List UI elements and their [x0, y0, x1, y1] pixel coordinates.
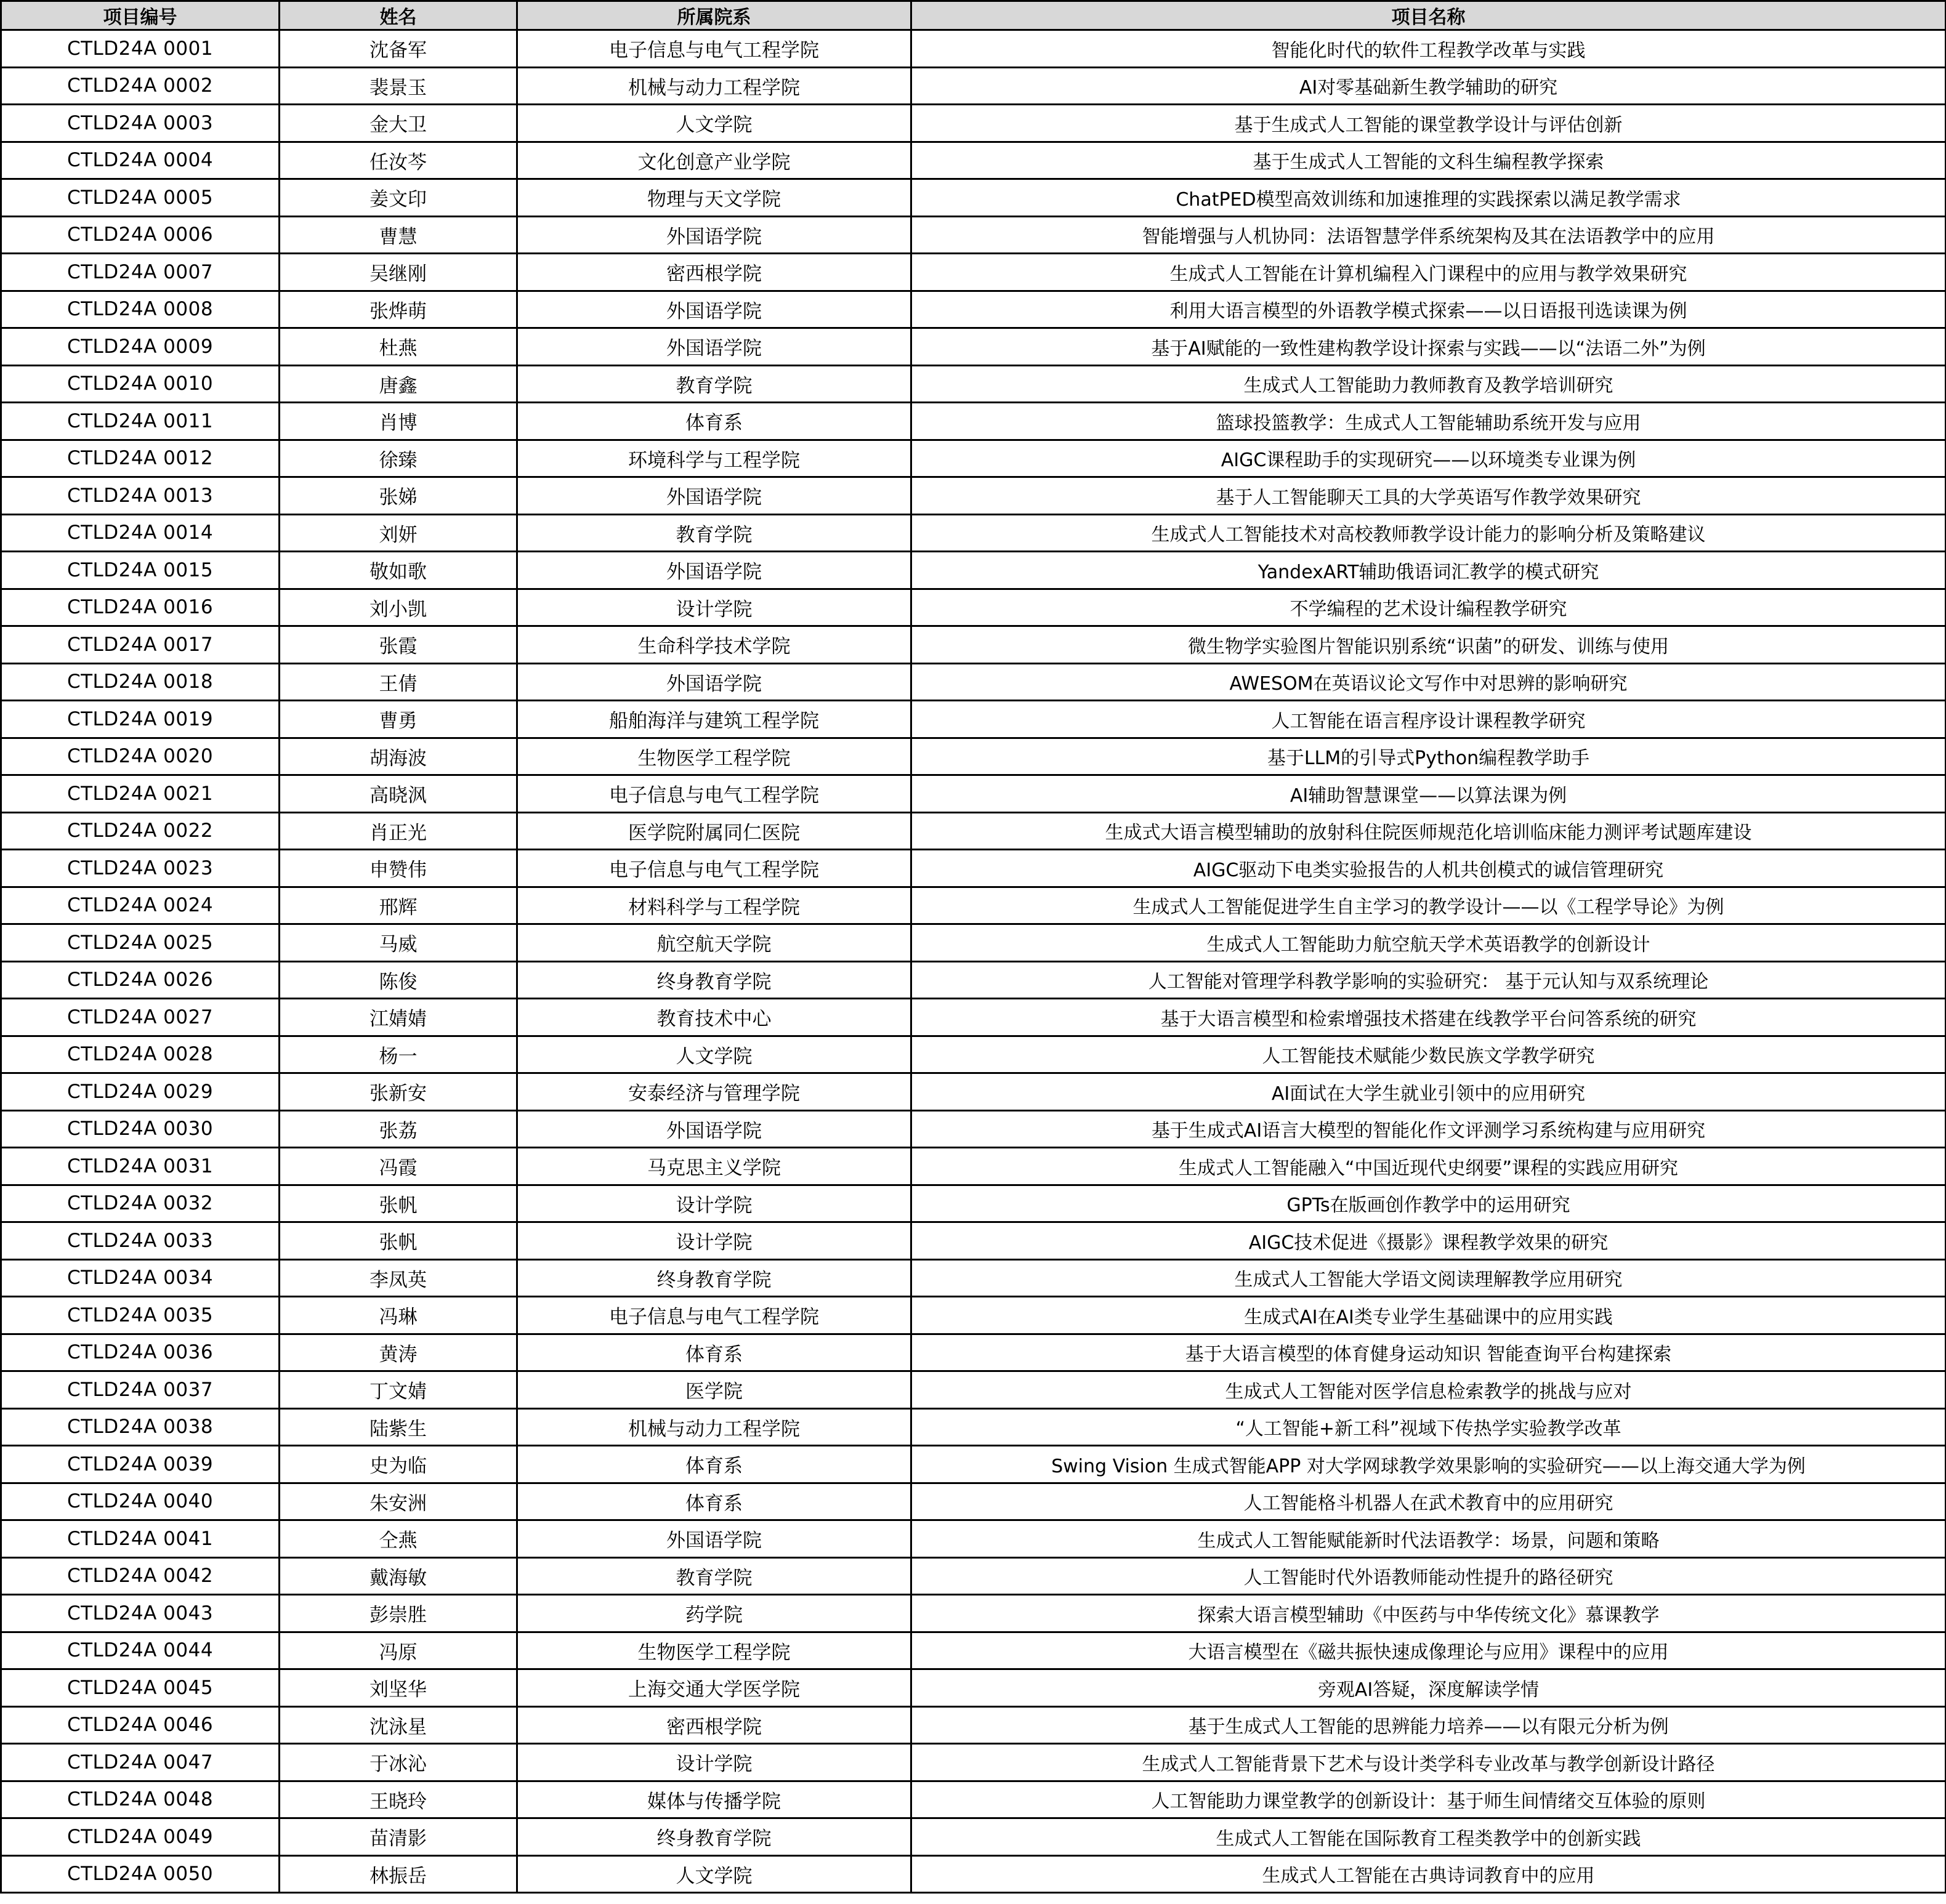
table-row	[1, 1557, 1946, 1595]
cell-name: 陈俊	[280, 961, 517, 999]
cell-department: 终身教育学院	[517, 1259, 911, 1297]
cell-department: 外国语学院	[517, 1110, 911, 1148]
table-row	[1, 1744, 1946, 1781]
cell-name: 邢辉	[280, 887, 517, 924]
cell-project-title: “人工智能+新工科”视域下传热学实验教学改革	[911, 1408, 1946, 1446]
table-row	[1, 67, 1946, 105]
table-row	[1, 1706, 1946, 1744]
table-row	[1, 1297, 1946, 1334]
cell-project-id: CTLD24A 0027	[1, 999, 280, 1036]
cell-project-title: 生成式人工智能助力教师教育及教学培训研究	[911, 365, 1946, 403]
cell-project-id: CTLD24A 0046	[1, 1706, 280, 1744]
cell-project-id: CTLD24A 0012	[1, 440, 280, 477]
cell-project-title: 基于生成式AI语言大模型的智能化作文评测学习系统构建与应用研究	[911, 1110, 1946, 1148]
cell-project-title: 篮球投篮教学：生成式人工智能辅助系统开发与应用	[911, 403, 1946, 440]
cell-name: 金大卫	[280, 105, 517, 142]
table-row	[1, 1446, 1946, 1483]
table-row	[1, 589, 1946, 626]
cell-project-id: CTLD24A 0013	[1, 477, 280, 515]
table-row	[1, 216, 1946, 254]
table-row	[1, 1520, 1946, 1558]
cell-department: 外国语学院	[517, 291, 911, 328]
cell-project-title: AI对零基础新生教学辅助的研究	[911, 67, 1946, 105]
cell-name: 刘妍	[280, 514, 517, 552]
cell-name: 王晓玲	[280, 1781, 517, 1818]
cell-project-title: 生成式人工智能促进学生自主学习的教学设计——以《工程学导论》为例	[911, 887, 1946, 924]
cell-department: 外国语学院	[517, 477, 911, 515]
cell-project-title: 生成式人工智能助力航空航天学术英语教学的创新设计	[911, 924, 1946, 962]
cell-project-title: 基于生成式人工智能的思辨能力培养——以有限元分析为例	[911, 1706, 1946, 1744]
cell-department: 体育系	[517, 1446, 911, 1483]
cell-project-title: AI面试在大学生就业引领中的应用研究	[911, 1073, 1946, 1111]
cell-department: 密西根学院	[517, 254, 911, 291]
cell-project-id: CTLD24A 0034	[1, 1259, 280, 1297]
cell-department: 机械与动力工程学院	[517, 1408, 911, 1446]
cell-project-title: 生成式人工智能背景下艺术与设计类学科专业改革与教学创新设计路径	[911, 1744, 1946, 1781]
cell-name: 刘小凯	[280, 589, 517, 626]
table-row	[1, 1148, 1946, 1185]
cell-department: 终身教育学院	[517, 961, 911, 999]
cell-project-id: CTLD24A 0004	[1, 142, 280, 179]
table-row	[1, 291, 1946, 328]
table-row	[1, 254, 1946, 291]
cell-department: 机械与动力工程学院	[517, 67, 911, 105]
table-row	[1, 440, 1946, 477]
cell-name: 姜文印	[280, 179, 517, 217]
table-row	[1, 514, 1946, 552]
cell-project-title: 基于人工智能聊天工具的大学英语写作教学效果研究	[911, 477, 1946, 515]
table-row	[1, 1483, 1946, 1520]
table-row	[1, 1855, 1946, 1893]
cell-project-title: 智能化时代的软件工程教学改革与实践	[911, 30, 1946, 68]
cell-project-title: 生成式AI在AI类专业学生基础课中的应用实践	[911, 1297, 1946, 1334]
table-row	[1, 626, 1946, 664]
cell-name: 彭崇胜	[280, 1595, 517, 1632]
cell-name: 丁文婧	[280, 1371, 517, 1409]
cell-project-title: 生成式人工智能大学语文阅读理解教学应用研究	[911, 1259, 1946, 1297]
cell-name: 杜燕	[280, 328, 517, 366]
cell-department: 文化创意产业学院	[517, 142, 911, 179]
cell-department: 生命科学技术学院	[517, 626, 911, 664]
cell-department: 体育系	[517, 403, 911, 440]
table-row	[1, 1222, 1946, 1260]
cell-department: 媒体与传播学院	[517, 1781, 911, 1818]
table-row	[1, 1110, 1946, 1148]
table-header	[1, 1, 1946, 30]
cell-project-id: CTLD24A 0028	[1, 1036, 280, 1073]
cell-department: 密西根学院	[517, 1706, 911, 1744]
table-row	[1, 1595, 1946, 1632]
table-row	[1, 30, 1946, 68]
cell-department: 体育系	[517, 1334, 911, 1371]
table-row	[1, 1185, 1946, 1222]
cell-project-title: 旁观AI答疑，深度解读学情	[911, 1669, 1946, 1707]
cell-project-title: 生成式人工智能融入“中国近现代史纲要”课程的实践应用研究	[911, 1148, 1946, 1185]
cell-project-id: CTLD24A 0040	[1, 1483, 280, 1520]
cell-name: 吴继刚	[280, 254, 517, 291]
cell-name: 沈备军	[280, 30, 517, 68]
cell-name: 仝燕	[280, 1520, 517, 1558]
header-project-title: 项目名称	[911, 1, 1946, 30]
cell-name: 胡海波	[280, 738, 517, 775]
cell-department: 体育系	[517, 1483, 911, 1520]
cell-project-id: CTLD24A 0005	[1, 179, 280, 217]
table-row	[1, 999, 1946, 1036]
cell-project-id: CTLD24A 0019	[1, 701, 280, 738]
cell-project-title: GPTs在版画创作教学中的运用研究	[911, 1185, 1946, 1222]
cell-project-id: CTLD24A 0001	[1, 30, 280, 68]
cell-project-title: 生成式人工智能在古典诗词教育中的应用	[911, 1855, 1946, 1893]
cell-project-id: CTLD24A 0038	[1, 1408, 280, 1446]
cell-project-id: CTLD24A 0024	[1, 887, 280, 924]
cell-project-title: YandexART辅助俄语词汇教学的模式研究	[911, 552, 1946, 589]
cell-project-id: CTLD24A 0029	[1, 1073, 280, 1111]
cell-name: 史为临	[280, 1446, 517, 1483]
table-row	[1, 179, 1946, 217]
cell-project-title: 生成式人工智能赋能新时代法语教学：场景，问题和策略	[911, 1520, 1946, 1558]
cell-project-id: CTLD24A 0016	[1, 589, 280, 626]
cell-department: 医学院	[517, 1371, 911, 1409]
table-row	[1, 924, 1946, 962]
cell-name: 张帆	[280, 1185, 517, 1222]
cell-project-title: 利用大语言模型的外语教学模式探索——以日语报刊选读课为例	[911, 291, 1946, 328]
cell-department: 人文学院	[517, 1855, 911, 1893]
table-row	[1, 1036, 1946, 1073]
cell-project-title: 人工智能助力课堂教学的创新设计：基于师生间情绪交互体验的原则	[911, 1781, 1946, 1818]
cell-department: 外国语学院	[517, 663, 911, 701]
cell-name: 朱安洲	[280, 1483, 517, 1520]
cell-project-id: CTLD24A 0041	[1, 1520, 280, 1558]
cell-name: 任汝芩	[280, 142, 517, 179]
cell-project-id: CTLD24A 0030	[1, 1110, 280, 1148]
header-row	[1, 1, 1946, 30]
cell-project-title: 人工智能在语言程序设计课程教学研究	[911, 701, 1946, 738]
cell-project-title: AI辅助智慧课堂——以算法课为例	[911, 775, 1946, 813]
cell-department: 航空航天学院	[517, 924, 911, 962]
cell-department: 医学院附属同仁医院	[517, 812, 911, 850]
cell-project-title: 人工智能格斗机器人在武术教育中的应用研究	[911, 1483, 1946, 1520]
cell-name: 李凤英	[280, 1259, 517, 1297]
cell-department: 生物医学工程学院	[517, 1632, 911, 1669]
cell-project-id: CTLD24A 0048	[1, 1781, 280, 1818]
cell-name: 张荔	[280, 1110, 517, 1148]
cell-project-id: CTLD24A 0021	[1, 775, 280, 813]
cell-project-id: CTLD24A 0003	[1, 105, 280, 142]
cell-name: 冯琳	[280, 1297, 517, 1334]
table-row	[1, 552, 1946, 589]
cell-name: 苗清影	[280, 1818, 517, 1856]
cell-project-title: 生成式人工智能在计算机编程入门课程中的应用与教学效果研究	[911, 254, 1946, 291]
table-row	[1, 142, 1946, 179]
cell-project-title: 探索大语言模型辅助《中医药与中华传统文化》慕课教学	[911, 1595, 1946, 1632]
cell-project-id: CTLD24A 0033	[1, 1222, 280, 1260]
cell-name: 唐鑫	[280, 365, 517, 403]
cell-department: 设计学院	[517, 589, 911, 626]
cell-project-id: CTLD24A 0032	[1, 1185, 280, 1222]
cell-project-title: 生成式人工智能在国际教育工程类教学中的创新实践	[911, 1818, 1946, 1856]
cell-department: 材料科学与工程学院	[517, 887, 911, 924]
cell-project-title: 人工智能对管理学科教学影响的实验研究： 基于元认知与双系统理论	[911, 961, 1946, 999]
cell-department: 外国语学院	[517, 328, 911, 366]
cell-project-title: 智能增强与人机协同：法语智慧学伴系统架构及其在法语教学中的应用	[911, 216, 1946, 254]
cell-department: 环境科学与工程学院	[517, 440, 911, 477]
cell-name: 张霞	[280, 626, 517, 664]
cell-department: 电子信息与电气工程学院	[517, 1297, 911, 1334]
cell-project-id: CTLD24A 0039	[1, 1446, 280, 1483]
cell-department: 教育学院	[517, 1557, 911, 1595]
cell-project-id: CTLD24A 0006	[1, 216, 280, 254]
cell-name: 沈泳星	[280, 1706, 517, 1744]
cell-project-title: 生成式人工智能对医学信息检索教学的挑战与应对	[911, 1371, 1946, 1409]
cell-name: 徐臻	[280, 440, 517, 477]
table-row	[1, 663, 1946, 701]
header-project-id: 项目编号	[1, 1, 280, 30]
cell-project-title: 基于生成式人工智能的文科生编程教学探索	[911, 142, 1946, 179]
table-row	[1, 1669, 1946, 1707]
cell-project-id: CTLD24A 0043	[1, 1595, 280, 1632]
cell-department: 电子信息与电气工程学院	[517, 775, 911, 813]
cell-project-id: CTLD24A 0045	[1, 1669, 280, 1707]
cell-name: 冯原	[280, 1632, 517, 1669]
cell-name: 敬如歌	[280, 552, 517, 589]
cell-name: 杨一	[280, 1036, 517, 1073]
cell-project-title: 基于大语言模型的体育健身运动知识 智能查询平台构建探索	[911, 1334, 1946, 1371]
cell-name: 戴海敏	[280, 1557, 517, 1595]
cell-project-title: 人工智能技术赋能少数民族文学教学研究	[911, 1036, 1946, 1073]
cell-name: 于冰沁	[280, 1744, 517, 1781]
cell-name: 江婧婧	[280, 999, 517, 1036]
cell-project-id: CTLD24A 0036	[1, 1334, 280, 1371]
cell-name: 张烨萌	[280, 291, 517, 328]
table-row	[1, 775, 1946, 813]
cell-project-id: CTLD24A 0015	[1, 552, 280, 589]
cell-name: 曹慧	[280, 216, 517, 254]
cell-project-title: 基于大语言模型和检索增强技术搭建在线教学平台问答系统的研究	[911, 999, 1946, 1036]
table-row	[1, 850, 1946, 887]
table-row	[1, 1818, 1946, 1856]
table-row	[1, 477, 1946, 515]
cell-name: 肖博	[280, 403, 517, 440]
cell-name: 王倩	[280, 663, 517, 701]
cell-project-id: CTLD24A 0010	[1, 365, 280, 403]
cell-project-title: Swing Vision 生成式智能APP 对大学网球教学效果影响的实验研究——以上海交通大学为例	[911, 1446, 1946, 1483]
cell-project-title: 基于生成式人工智能的课堂教学设计与评估创新	[911, 105, 1946, 142]
cell-department: 外国语学院	[517, 552, 911, 589]
cell-department: 马克思主义学院	[517, 1148, 911, 1185]
cell-project-id: CTLD24A 0018	[1, 663, 280, 701]
table-row	[1, 738, 1946, 775]
table-row	[1, 812, 1946, 850]
table-row	[1, 365, 1946, 403]
cell-name: 张帆	[280, 1222, 517, 1260]
cell-project-id: CTLD24A 0017	[1, 626, 280, 664]
cell-department: 人文学院	[517, 1036, 911, 1073]
cell-project-title: 生成式人工智能技术对高校教师教学设计能力的影响分析及策略建议	[911, 514, 1946, 552]
cell-name: 张娣	[280, 477, 517, 515]
cell-project-id: CTLD24A 0008	[1, 291, 280, 328]
cell-department: 安泰经济与管理学院	[517, 1073, 911, 1111]
table-row	[1, 701, 1946, 738]
table-row	[1, 1259, 1946, 1297]
cell-name: 张新安	[280, 1073, 517, 1111]
cell-department: 教育技术中心	[517, 999, 911, 1036]
table-row	[1, 887, 1946, 924]
cell-project-id: CTLD24A 0047	[1, 1744, 280, 1781]
cell-department: 人文学院	[517, 105, 911, 142]
cell-name: 曹勇	[280, 701, 517, 738]
cell-project-title: 基于LLM的引导式Python编程教学助手	[911, 738, 1946, 775]
cell-project-title: AWESOM在英语议论文写作中对思辨的影响研究	[911, 663, 1946, 701]
table-row	[1, 328, 1946, 366]
cell-department: 外国语学院	[517, 1520, 911, 1558]
cell-project-id: CTLD24A 0025	[1, 924, 280, 962]
table-body	[1, 30, 1946, 1893]
cell-project-title: 基于AI赋能的一致性建构教学设计探索与实践——以“法语二外”为例	[911, 328, 1946, 366]
cell-department: 设计学院	[517, 1185, 911, 1222]
cell-name: 肖正光	[280, 812, 517, 850]
table-row	[1, 105, 1946, 142]
header-name: 姓名	[280, 1, 517, 30]
cell-name: 马威	[280, 924, 517, 962]
cell-department: 设计学院	[517, 1222, 911, 1260]
cell-department: 电子信息与电气工程学院	[517, 30, 911, 68]
cell-project-title: 不学编程的艺术设计编程教学研究	[911, 589, 1946, 626]
cell-project-id: CTLD24A 0009	[1, 328, 280, 366]
table-row	[1, 1781, 1946, 1818]
cell-project-title: 生成式大语言模型辅助的放射科住院医师规范化培训临床能力测评考试题库建设	[911, 812, 1946, 850]
cell-name: 陆紫生	[280, 1408, 517, 1446]
cell-project-title: 微生物学实验图片智能识别系统“识菌”的研发、训练与使用	[911, 626, 1946, 664]
table-row	[1, 1632, 1946, 1669]
cell-project-title: 人工智能时代外语教师能动性提升的路径研究	[911, 1557, 1946, 1595]
cell-department: 生物医学工程学院	[517, 738, 911, 775]
cell-project-title: AIGC驱动下电类实验报告的人机共创模式的诚信管理研究	[911, 850, 1946, 887]
cell-project-id: CTLD24A 0042	[1, 1557, 280, 1595]
cell-project-title: AIGC技术促进《摄影》课程教学效果的研究	[911, 1222, 1946, 1260]
cell-project-id: CTLD24A 0022	[1, 812, 280, 850]
cell-name: 林振岳	[280, 1855, 517, 1893]
cell-project-title: ChatPED模型高效训练和加速推理的实践探索以满足教学需求	[911, 179, 1946, 217]
cell-department: 教育学院	[517, 365, 911, 403]
cell-project-title: AIGC课程助手的实现研究——以环境类专业课为例	[911, 440, 1946, 477]
table-row	[1, 961, 1946, 999]
cell-department: 上海交通大学医学院	[517, 1669, 911, 1707]
cell-project-title: 大语言模型在《磁共振快速成像理论与应用》课程中的应用	[911, 1632, 1946, 1669]
cell-project-id: CTLD24A 0002	[1, 67, 280, 105]
cell-department: 教育学院	[517, 514, 911, 552]
cell-project-id: CTLD24A 0014	[1, 514, 280, 552]
cell-department: 物理与天文学院	[517, 179, 911, 217]
table-row	[1, 1408, 1946, 1446]
cell-department: 船舶海洋与建筑工程学院	[517, 701, 911, 738]
cell-project-id: CTLD24A 0007	[1, 254, 280, 291]
cell-name: 刘坚华	[280, 1669, 517, 1707]
cell-name: 裴景玉	[280, 67, 517, 105]
cell-project-id: CTLD24A 0026	[1, 961, 280, 999]
table-row	[1, 1334, 1946, 1371]
cell-department: 设计学院	[517, 1744, 911, 1781]
cell-project-id: CTLD24A 0050	[1, 1855, 280, 1893]
cell-name: 黄涛	[280, 1334, 517, 1371]
cell-project-id: CTLD24A 0031	[1, 1148, 280, 1185]
cell-project-id: CTLD24A 0020	[1, 738, 280, 775]
header-department: 所属院系	[517, 1, 911, 30]
cell-project-id: CTLD24A 0035	[1, 1297, 280, 1334]
cell-project-id: CTLD24A 0049	[1, 1818, 280, 1856]
table-row	[1, 1073, 1946, 1111]
cell-department: 外国语学院	[517, 216, 911, 254]
cell-project-id: CTLD24A 0044	[1, 1632, 280, 1669]
cell-name: 冯霞	[280, 1148, 517, 1185]
table-row	[1, 403, 1946, 440]
cell-name: 申赞伟	[280, 850, 517, 887]
table-row	[1, 1371, 1946, 1409]
cell-name: 高晓沨	[280, 775, 517, 813]
cell-project-id: CTLD24A 0011	[1, 403, 280, 440]
cell-department: 电子信息与电气工程学院	[517, 850, 911, 887]
cell-department: 终身教育学院	[517, 1818, 911, 1856]
cell-project-id: CTLD24A 0037	[1, 1371, 280, 1409]
cell-project-id: CTLD24A 0023	[1, 850, 280, 887]
cell-department: 药学院	[517, 1595, 911, 1632]
